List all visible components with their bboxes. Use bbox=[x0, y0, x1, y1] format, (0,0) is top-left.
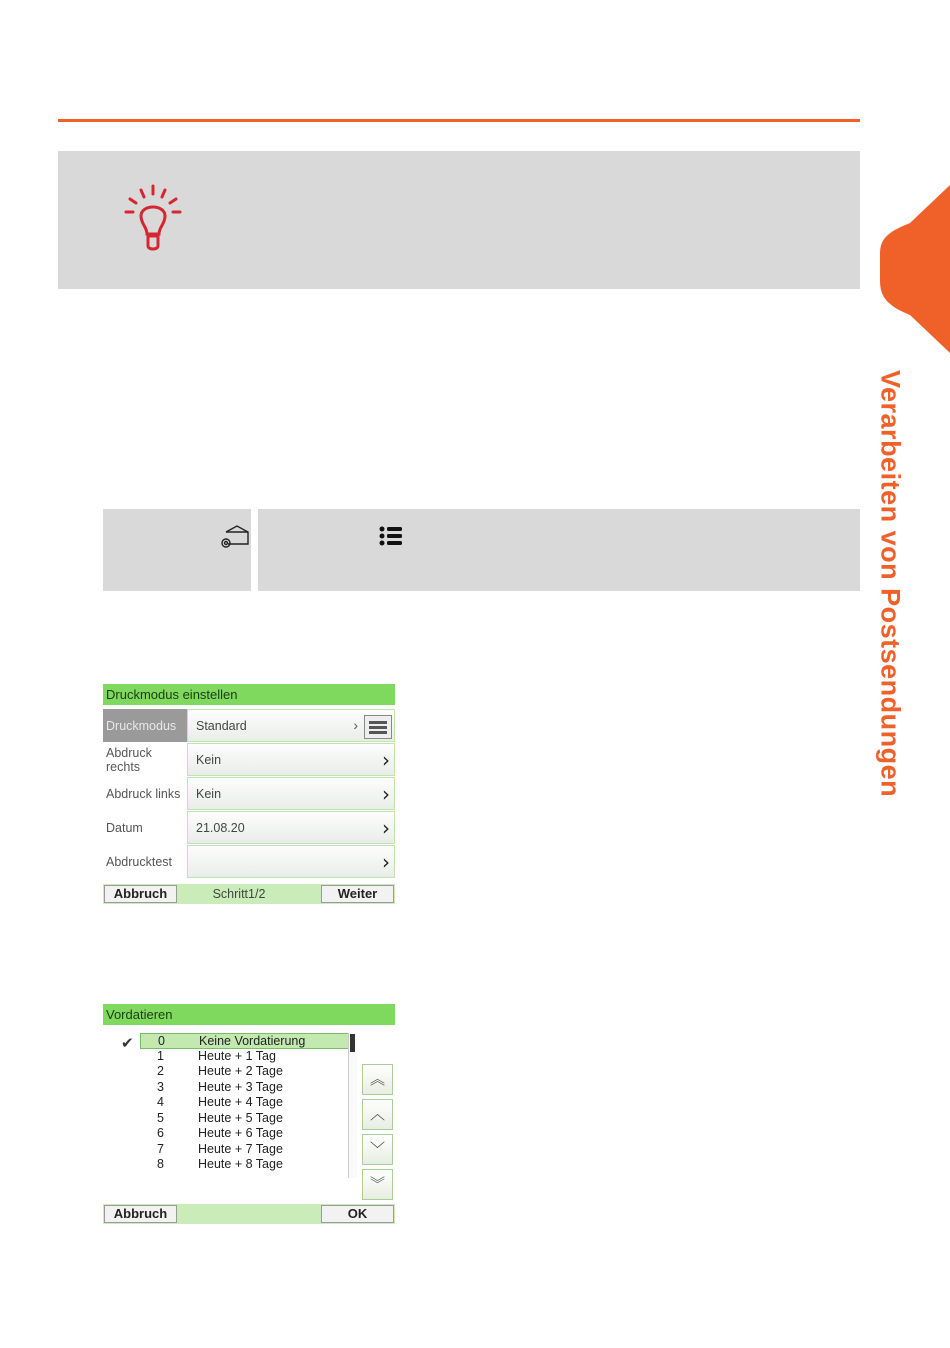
item-number: 1 bbox=[157, 1048, 164, 1063]
list-item[interactable] bbox=[140, 1064, 350, 1080]
screen-footer bbox=[103, 1204, 395, 1224]
item-text: Heute + 2 Tage bbox=[198, 1064, 283, 1078]
row-value: Kein bbox=[196, 752, 222, 767]
item-text: Heute + 4 Tage bbox=[198, 1095, 283, 1109]
row-print-right[interactable] bbox=[103, 743, 395, 776]
list-item[interactable] bbox=[140, 1111, 350, 1127]
chevron-right-icon: › bbox=[382, 747, 390, 772]
list-item[interactable] bbox=[140, 1126, 350, 1142]
scroll-down-button[interactable]: ﹀ bbox=[362, 1134, 393, 1165]
side-tab-label bbox=[860, 370, 920, 830]
scroll-thumb[interactable] bbox=[350, 1034, 355, 1052]
item-number: 2 bbox=[157, 1064, 164, 1078]
page-down-button[interactable]: ︾ bbox=[362, 1169, 393, 1200]
item-text: Heute + 7 Tage bbox=[198, 1141, 283, 1156]
list-item[interactable] bbox=[140, 1049, 350, 1065]
row-label: Abdruck links bbox=[106, 786, 181, 801]
chevron-right-icon: › bbox=[382, 815, 390, 840]
mailpiece-settings-icon bbox=[219, 522, 251, 550]
step-indicator: Schritt1/2 bbox=[212, 887, 266, 901]
print-mode-screen bbox=[103, 684, 395, 906]
lightbulb-icon bbox=[120, 182, 186, 254]
item-text: Heute + 5 Tage bbox=[198, 1110, 283, 1125]
list-item[interactable] bbox=[140, 1142, 350, 1158]
row-label: Abdrucktest bbox=[106, 854, 173, 869]
page-up-button[interactable]: ︽ bbox=[362, 1064, 393, 1095]
item-text: Heute + 6 Tage bbox=[198, 1126, 283, 1140]
list-item[interactable] bbox=[140, 1095, 350, 1111]
chevron-right-icon: › bbox=[353, 717, 358, 733]
list-item[interactable] bbox=[140, 1080, 350, 1096]
row-value-field[interactable] bbox=[187, 743, 395, 776]
row-print-mode[interactable] bbox=[103, 709, 395, 742]
row-label: Datum bbox=[106, 820, 143, 835]
menu-button[interactable] bbox=[364, 715, 392, 739]
predate-screen bbox=[103, 1004, 395, 1226]
list-scrollbar[interactable] bbox=[348, 1033, 357, 1178]
list-item[interactable] bbox=[140, 1033, 350, 1049]
item-number: 8 bbox=[157, 1157, 164, 1171]
header-rule bbox=[58, 119, 860, 122]
next-button[interactable]: Weiter bbox=[321, 885, 394, 903]
row-value: Kein bbox=[196, 786, 222, 801]
item-number: 5 bbox=[157, 1110, 164, 1125]
scroll-up-button[interactable]: ︿ bbox=[362, 1099, 393, 1130]
item-text: Heute + 8 Tage bbox=[198, 1157, 283, 1171]
row-label: Druckmodus bbox=[103, 709, 187, 742]
row-value-field[interactable] bbox=[187, 777, 395, 810]
row-value-field[interactable] bbox=[187, 709, 395, 742]
list-menu-icon bbox=[378, 525, 404, 547]
checkmark-icon: ✔ bbox=[121, 1034, 134, 1052]
predate-list bbox=[140, 1033, 354, 1178]
item-number: 7 bbox=[157, 1141, 164, 1156]
row-label: Abdruck rechts bbox=[106, 745, 152, 774]
row-value-field[interactable] bbox=[187, 845, 395, 878]
item-number: 3 bbox=[157, 1079, 164, 1094]
screen-title: Vordatieren bbox=[103, 1004, 395, 1025]
row-value: Standard bbox=[196, 718, 247, 733]
side-tab-marker bbox=[880, 185, 950, 353]
path-cell-menu bbox=[258, 509, 860, 591]
item-text: Heute + 3 Tage bbox=[198, 1079, 283, 1094]
screen-title: Druckmodus einstellen bbox=[103, 684, 395, 705]
item-number: 4 bbox=[157, 1095, 164, 1109]
screen-footer bbox=[103, 884, 395, 904]
cancel-button[interactable]: Abbruch bbox=[104, 885, 177, 903]
side-tab-text: Verarbeiten von Postsendungen bbox=[875, 370, 906, 798]
row-print-left[interactable] bbox=[103, 777, 395, 810]
item-text: Heute + 1 Tag bbox=[198, 1048, 276, 1063]
item-number: 0 bbox=[158, 1034, 165, 1048]
chevron-right-icon: › bbox=[382, 849, 390, 874]
chevron-right-icon: › bbox=[382, 781, 390, 806]
item-text: Keine Vordatierung bbox=[199, 1034, 306, 1048]
row-print-test[interactable] bbox=[103, 845, 395, 878]
row-date[interactable] bbox=[103, 811, 395, 844]
ok-button[interactable]: OK bbox=[321, 1205, 394, 1223]
row-value: 21.08.20 bbox=[196, 820, 245, 835]
row-value-field[interactable] bbox=[187, 811, 395, 844]
item-number: 6 bbox=[157, 1126, 164, 1140]
list-item[interactable] bbox=[140, 1157, 350, 1173]
cancel-button[interactable]: Abbruch bbox=[104, 1205, 177, 1223]
